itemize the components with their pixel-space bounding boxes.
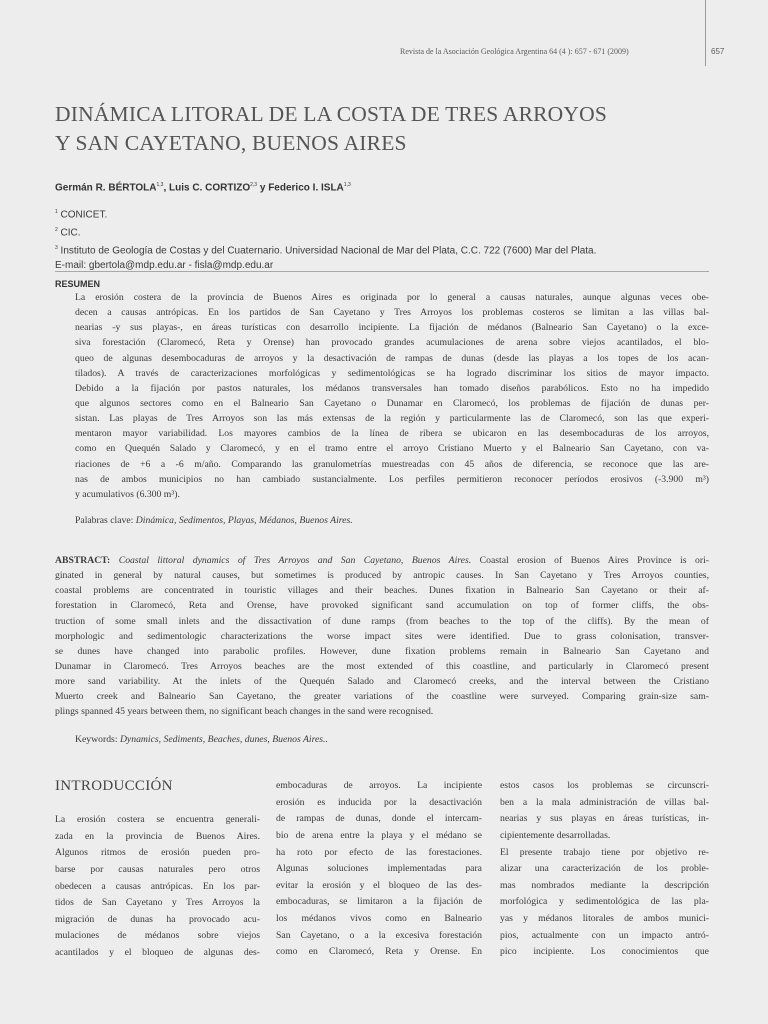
- affil-text: CONICET.: [57, 209, 108, 221]
- text-line: tidos de San Cayetano y Tres Arroyos la: [55, 897, 260, 909]
- text-line: sistan. Las playas de Tres Arroyos son las más extensas de la región y particularmente las de Claromecó, son las que experi-: [75, 413, 709, 425]
- text-line: migración de dunas ha provocado acu-: [55, 913, 260, 925]
- author-separator: ,: [163, 182, 170, 194]
- affil-text: Instituto de Geología de Costas y del Cuaternario. Universidad Nacional de Mar del Plata, C.C. 722 (7600) Mar del Plata.: [57, 244, 597, 256]
- affil-sup: 1: [55, 209, 58, 215]
- text-line: se dunes have changed into parabolic profiles. However, dune fixation problems remain in Balneario San Cayetano and: [55, 645, 709, 657]
- text-line: El presente trabajo tiene por objetivo re-: [500, 846, 709, 858]
- text-line: bio de arena entre la playa y el médano se: [276, 829, 482, 841]
- text-line: nearias y sus playas en áreas turísticas, in-: [500, 813, 709, 825]
- text-line: La erosión costera de la provincia de Buenos Aires es originada por lo general a causas naturales, aunque algunas veces obe-: [75, 292, 709, 303]
- affil-sup: 2: [55, 226, 58, 233]
- abstract-line-rest: Coastal erosion of Buenos Aires Province is ori-: [471, 555, 709, 566]
- intro-column-2: [276, 778, 482, 961]
- text-line: morfológica y sedimentológica de las pla-: [500, 896, 709, 908]
- author-name: Federico I. ISLA: [268, 182, 344, 194]
- text-line: nas de ambos municipios no han cambiado sustancialmente. Los perfiles permitieron reconocer períodos erosivos (-3.900 m³): [75, 473, 709, 485]
- text-line: obedecen a causas antrópicas. En los par-: [55, 880, 260, 892]
- text-line: siva forestación (Claromecó, Reta y Orense) han provocado grandes acumulaciones de arena sobre viejos acantilados, el blo-: [75, 337, 709, 349]
- text-line: truction of some small inlets and the dissactivation of dune ramps (from beaches to the top of the cliffs). By the mean of: [55, 615, 709, 627]
- text-line: mulaciones de médanos sobre viejos: [55, 930, 260, 942]
- keywords-label: Palabras clave:: [75, 515, 136, 526]
- affil-text: CIC.: [57, 227, 81, 239]
- text-line: more sand variability. At the inlets of the Quequén Salado and Claromecó creeks, and the interval between the Cristiano: [55, 676, 709, 688]
- text-line: embocaduras, se limitaron a la fijación de: [276, 896, 482, 908]
- text-line: que algunos sectores como en el Balneario San Cayetano o Dunamar en Claromecó, los problemas de fijación de dunas per-: [75, 397, 709, 409]
- intro-column-3: [500, 778, 709, 961]
- abstract-english-title: Coastal littoral dynamics of Tres Arroyos and San Cayetano, Buenos Aires.: [118, 555, 472, 566]
- text-line: Algunas soluciones implementadas para: [276, 863, 482, 875]
- text-line: barse por causas naturales pero otros: [55, 863, 260, 875]
- text-line: como en Claromecó, Reta y Orense. En: [276, 946, 482, 958]
- author-affil-sup: 1,3: [343, 182, 351, 188]
- text-line: San Cayetano, o a la excesiva forestación: [276, 929, 482, 941]
- text-line: decen a causas antrópicas. En los partidos de San Cayetano y Tres Arroyos los problemas costeros se limitan a las villas bal-: [75, 307, 709, 319]
- text-line: Muerto creek and Balneario San Cayetano, the greater variations of the coastline were surveyed. Comparing grain-size sam-: [55, 691, 709, 703]
- email-line: E-mail: gbertola@mdp.edu.ar - fisla@mdp.edu.ar: [55, 260, 274, 272]
- text-line: Algunos ritmos de erosión pueden pro-: [55, 847, 260, 859]
- text-line: pios, actualmente con un impacto antró-: [500, 929, 709, 941]
- text-line: plings spanned 45 years between them, no significant beach changes in the sand were recognised.: [55, 706, 434, 718]
- page-number: 657: [711, 47, 725, 56]
- title-line: DINÁMICA LITORAL DE LA COSTA DE TRES ARROYOS: [55, 102, 607, 126]
- intro-column-1: [55, 812, 260, 962]
- text-line: tilados). A través de caracterizaciones morfológicas y sedimentológicas se ha logrado discriminar los sitios de mayor impacto.: [75, 367, 709, 379]
- journal-header: Revista de la Asociación Geológica Argentina 64 (4 ): 657 - 671 (2009): [400, 47, 629, 56]
- text-line: y acumulativos (6.300 m³).: [75, 488, 180, 500]
- affiliation-line: [55, 205, 596, 223]
- abstract-body: [55, 553, 709, 720]
- text-line: queo de algunas desembocaduras de arroyos y la desactivación de rampas de dunas (desde las playas a los topes de los acan-: [75, 352, 709, 364]
- affil-sup: 3: [55, 244, 58, 251]
- text-line: cipientemente desarrolladas.: [500, 829, 611, 841]
- keywords-text: Dinámica, Sedimentos, Playas, Médanos, Buenos Aires.: [135, 515, 353, 526]
- keywords-text: Dynamics, Sediments, Beaches, dunes, Buenos Aires..: [119, 734, 328, 745]
- text-line: Dunamar in Claromecó. Tres Arroyos beaches are the most extended of this coastline, and particularly in Claromecó present: [55, 660, 709, 672]
- text-line: mentaron mayor variabilidad. Los mayores cambios de la línea de ribera se ubicaron en las desembocaduras de los arroyos,: [75, 428, 709, 440]
- text-line: La erosión costera se encuentra generali-: [55, 814, 260, 825]
- text-line: yas y médanos litorales de ambos munici-: [500, 913, 709, 925]
- text-line: ginated in general by natural causes, but sometimes is produced by antropic causes. In San Cayetano y Tres Arroyos counties,: [55, 570, 709, 582]
- affiliations: [55, 205, 596, 274]
- section-rule: [55, 271, 709, 272]
- text-line: estos casos los problemas se circunscri-: [500, 780, 709, 791]
- resumen-body: [75, 290, 709, 502]
- author-affil-sup: 1,3: [156, 182, 164, 188]
- keywords-es: [75, 515, 353, 526]
- abstract-first-line: [55, 553, 709, 568]
- header-divider: [705, 0, 706, 66]
- affiliation-line: [55, 241, 596, 259]
- author-affil-sup: 2,3: [250, 182, 258, 188]
- text-line: forestation in Claromecó, Reta and Orense, have provoked significant sand accumulation on top of former cliffs, the obs-: [55, 600, 709, 612]
- text-line: zada en la provincia de Buenos Aires.: [55, 830, 260, 842]
- keywords-en: [75, 734, 328, 745]
- text-line: de rampas de dunas, donde el intercam-: [276, 813, 482, 825]
- text-line: ben a la mala administración de villas bal-: [500, 796, 709, 808]
- section-heading-introduccion: INTRODUCCIÓN: [55, 778, 173, 794]
- text-line: coastal problems are concentrated in touristic villages and their beaches. Dunes fixation in Balneario San Cayetano or their af-: [55, 585, 709, 597]
- author-name: Luis C. CORTIZO: [169, 182, 251, 194]
- text-line: Debido a la fijación por pastos naturales, los médanos transversales han tomado diseños parabólicos. Esto no ha impedido: [75, 382, 709, 394]
- text-line: evitar la erosión y el bloqueo de las des-: [276, 879, 482, 891]
- article-title: [55, 100, 715, 158]
- text-line: alizar una caracterización de los proble-: [500, 863, 709, 875]
- title-line: Y SAN CAYETANO, BUENOS AIRES: [55, 131, 407, 155]
- text-line: embocaduras de arroyos. La incipiente: [276, 780, 482, 791]
- text-line: erosión es inducida por la desactivación: [276, 796, 482, 808]
- text-line: ha roto por efecto de las forestaciones.: [276, 846, 482, 858]
- text-line: pico incipiente. Los conocimientos que: [500, 946, 709, 958]
- author-separator: y: [257, 182, 269, 194]
- text-line: morphologic and sedimentologic characterizations the worse impact sites were identified. Due to grass colonisation, transver-: [55, 630, 709, 642]
- keywords-label: Keywords:: [75, 734, 120, 745]
- affiliation-line: [55, 223, 596, 241]
- text-line: riaciones de +6 a -6 m/año. Comparando las granulometrías muestreadas con 45 años de diferencia, se reconoce que las are-: [75, 458, 709, 470]
- text-line: nearias -y sus playas-, en áreas turísticas con desarrollo incipiente. La fijación de médanos (Balneario San Cayetano) o la exce-: [75, 322, 709, 334]
- text-line: los médanos vivos como en Balneario: [276, 913, 482, 925]
- text-line: mas nombrados mediante la descripción: [500, 879, 709, 891]
- author-list: [55, 182, 351, 193]
- author-name: Germán R. BÉRTOLA: [55, 182, 157, 194]
- abstract-label: ABSTRACT:: [55, 555, 119, 566]
- resumen-heading: RESUMEN: [55, 279, 101, 289]
- text-line: como en Quequén Salado y Claromecó, y en el tramo entre el arroyo Cristiano Muerto y el Balneario San Cayetano, con va-: [75, 443, 709, 455]
- text-line: acantilados y el bloqueo de algunas des-: [55, 947, 260, 959]
